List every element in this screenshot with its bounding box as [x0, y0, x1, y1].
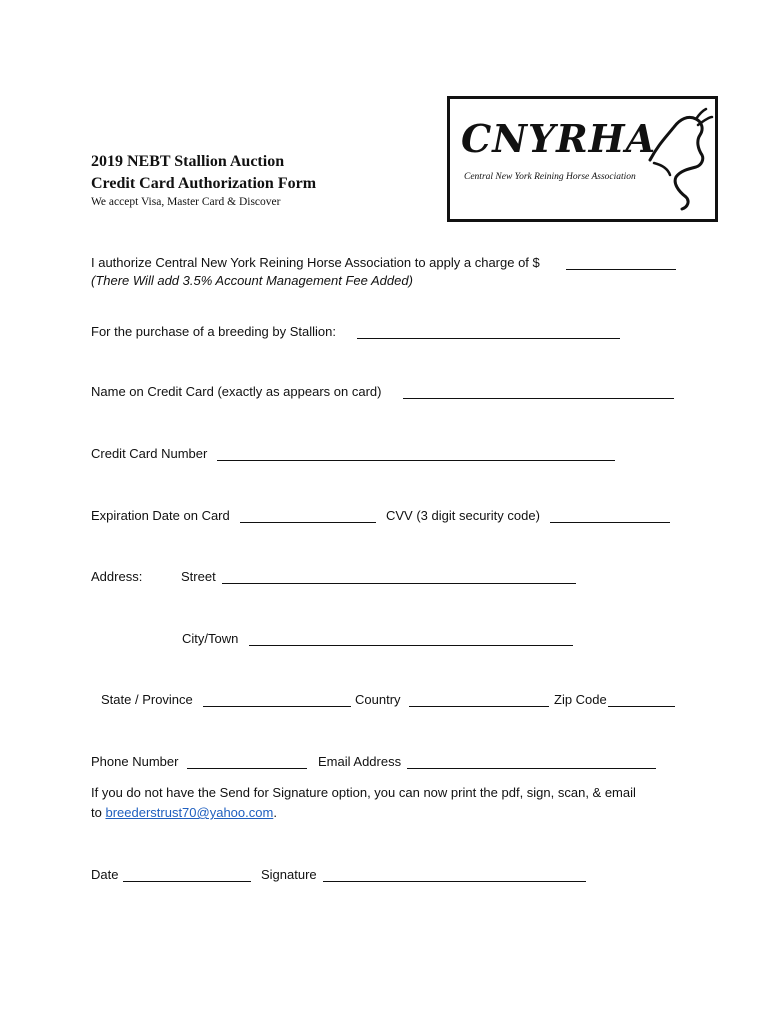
address-label: Address: — [91, 569, 143, 584]
state-label: State / Province — [101, 692, 193, 707]
date-label: Date — [91, 867, 119, 882]
instructions-email-line — [91, 804, 277, 822]
accepted-cards-note: We accept Visa, Master Card & Discover — [91, 196, 281, 208]
signature-field[interactable] — [323, 881, 586, 882]
stallion-field[interactable] — [357, 338, 620, 339]
street-label: Street — [181, 569, 216, 584]
instructions-text: If you do not have the Send for Signature option, you can now print the pdf, sign, scan, & email — [91, 785, 636, 800]
contact-email-link[interactable]: breederstrust70@yahoo.com — [105, 805, 274, 820]
expiration-field[interactable] — [240, 522, 376, 523]
instructions-to: to — [91, 805, 102, 820]
form-title: 2019 NEBT Stallion Auction — [91, 153, 285, 170]
card-number-label: Credit Card Number — [91, 446, 208, 461]
authorize-text: I authorize Central New York Reining Horse Association to apply a charge of $ — [91, 255, 540, 270]
cardholder-name-label: Name on Credit Card (exactly as appears on card) — [91, 384, 382, 399]
stallion-label: For the purchase of a breeding by Stallion: — [91, 324, 336, 339]
cnyrha-logo — [447, 96, 718, 222]
street-field[interactable] — [222, 583, 576, 584]
signature-label: Signature — [261, 867, 317, 882]
instructions-period: . — [273, 805, 277, 820]
phone-label: Phone Number — [91, 754, 179, 769]
cardholder-name-field[interactable] — [403, 398, 674, 399]
zip-field[interactable] — [608, 706, 675, 707]
fee-note: (There Will add 3.5% Account Management Fee Added) — [91, 273, 413, 288]
charge-amount-field[interactable] — [566, 269, 676, 270]
logo-abbrev: CNYRHA — [461, 116, 657, 161]
email-field[interactable] — [407, 768, 656, 769]
date-field[interactable] — [123, 881, 251, 882]
state-field[interactable] — [203, 706, 351, 707]
city-field[interactable] — [249, 645, 573, 646]
logo-full-name: Central New York Reining Horse Association — [464, 172, 636, 182]
cvv-label: CVV (3 digit security code) — [386, 508, 540, 523]
country-label: Country — [355, 692, 401, 707]
zip-label: Zip Code — [554, 692, 607, 707]
expiration-label: Expiration Date on Card — [91, 508, 230, 523]
phone-field[interactable] — [187, 768, 307, 769]
card-number-field[interactable] — [217, 460, 615, 461]
form-subtitle: Credit Card Authorization Form — [91, 175, 317, 192]
country-field[interactable] — [409, 706, 549, 707]
cvv-field[interactable] — [550, 522, 670, 523]
horse-head-icon — [640, 105, 720, 215]
city-label: City/Town — [182, 631, 239, 646]
email-label: Email Address — [318, 754, 402, 769]
